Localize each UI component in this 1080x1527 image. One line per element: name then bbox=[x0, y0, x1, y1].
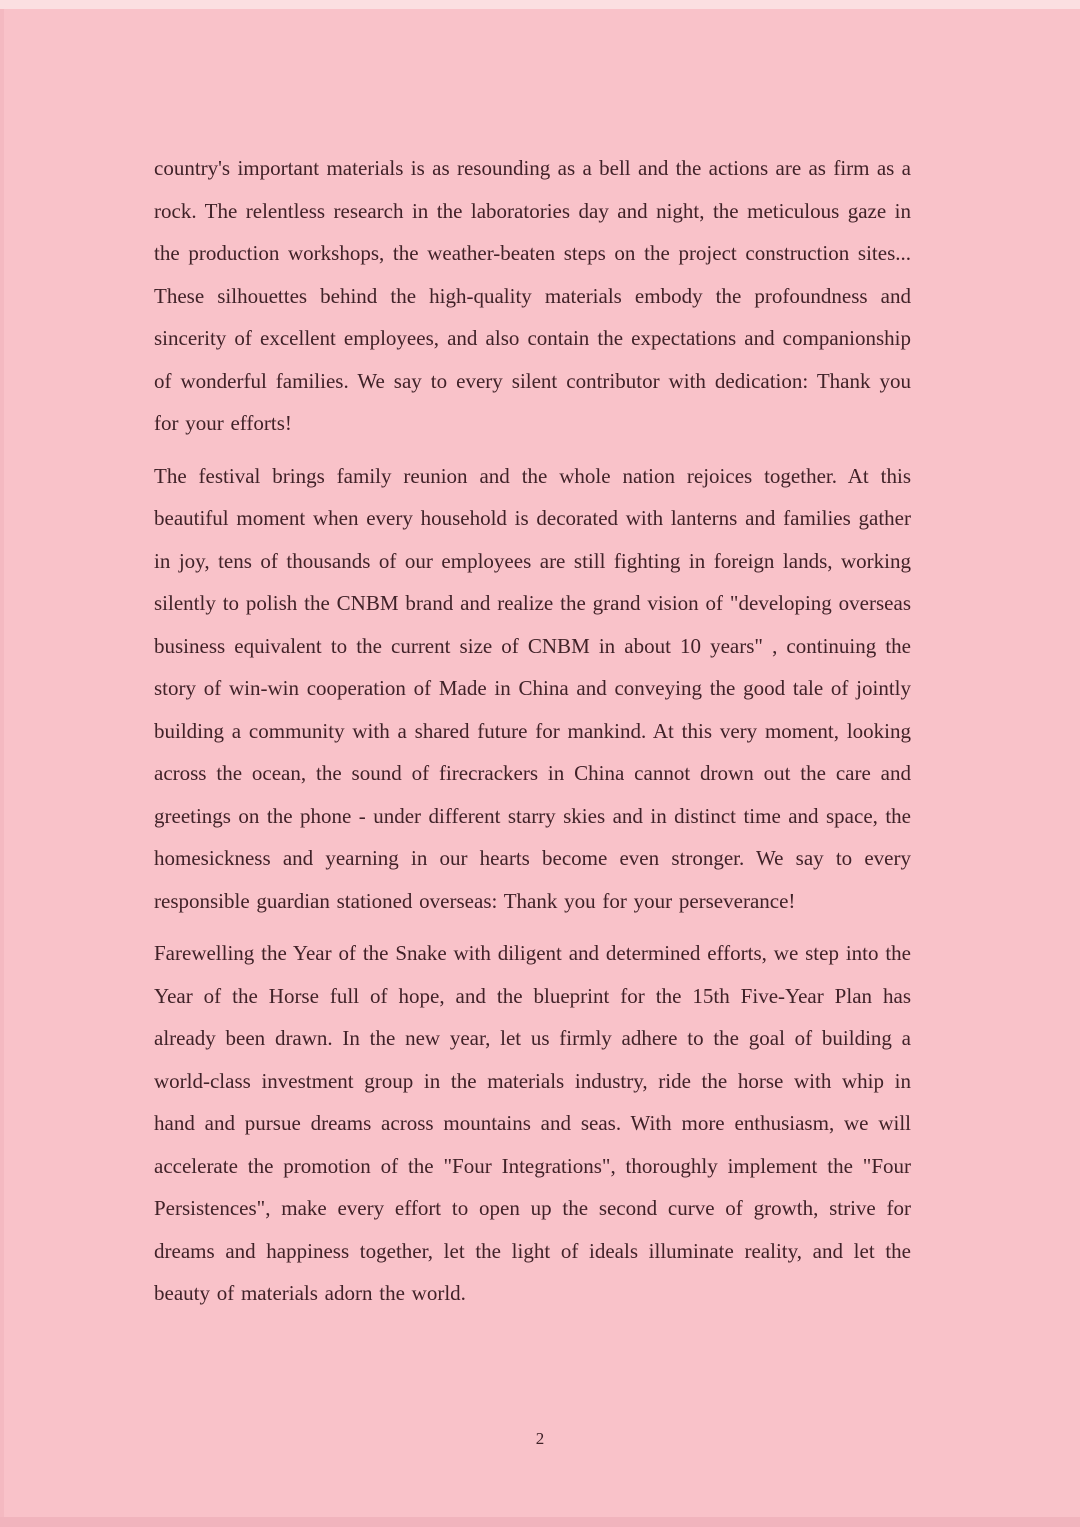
scan-edge-top bbox=[0, 0, 1080, 9]
paragraph-3: Farewelling the Year of the Snake with diligent and determined efforts, we step into the Year of the Horse full of hope, and the blueprint for the 15th Five-Year Plan has already been drawn. In the new year, let us firmly adhere to the goal of building a world-class investment group in the materials industry, ride the horse with whip in hand and pursue dreams across mountains and seas. With more enthusiasm, we will accelerate the promotion of the "Four Integrations", thoroughly implement the "Four Persistences", make every effort to open up the second curve of growth, strive for dreams and happiness together, let the light of ideals illuminate reality, and let the beauty of materials adorn the world. bbox=[154, 941, 911, 1305]
scan-edge-left bbox=[0, 9, 4, 1517]
page-number: 2 bbox=[535, 1429, 545, 1448]
document-body bbox=[154, 147, 911, 1325]
paragraph-2: The festival brings family reunion and the whole nation rejoices together. At this beautiful moment when every household is decorated with lanterns and families gather in joy, tens of thousands of our employees are still fighting in foreign lands, working silently to polish the CNBM brand and realize the grand vision of "developing overseas business equivalent to the current size of CNBM in about 10 years" , continuing the story of win-win cooperation of Made in China and conveying the good tale of jointly building a community with a shared future for mankind. At this very moment, looking across the ocean, the sound of firecrackers in China cannot drown out the care and greetings on the phone - under different starry skies and in distinct time and space, the homesickness and yearning in our hearts become even stronger. We say to every responsible guardian stationed overseas: Thank you for your perseverance! bbox=[154, 463, 911, 913]
paragraph-1: country's important materials is as resounding as a bell and the actions are as firm as a rock. The relentless research in the laboratories day and night, the meticulous gaze in the production workshops, the weather-beaten steps on the project construction sites... These silhouettes behind the high-quality materials embody the profoundness and sincerity of excellent employees, and also contain the expectations and companionship of wonderful families. We say to every silent contributor with dedication: Thank you for your efforts! bbox=[154, 156, 911, 435]
scan-edge-bottom bbox=[0, 1517, 1080, 1527]
